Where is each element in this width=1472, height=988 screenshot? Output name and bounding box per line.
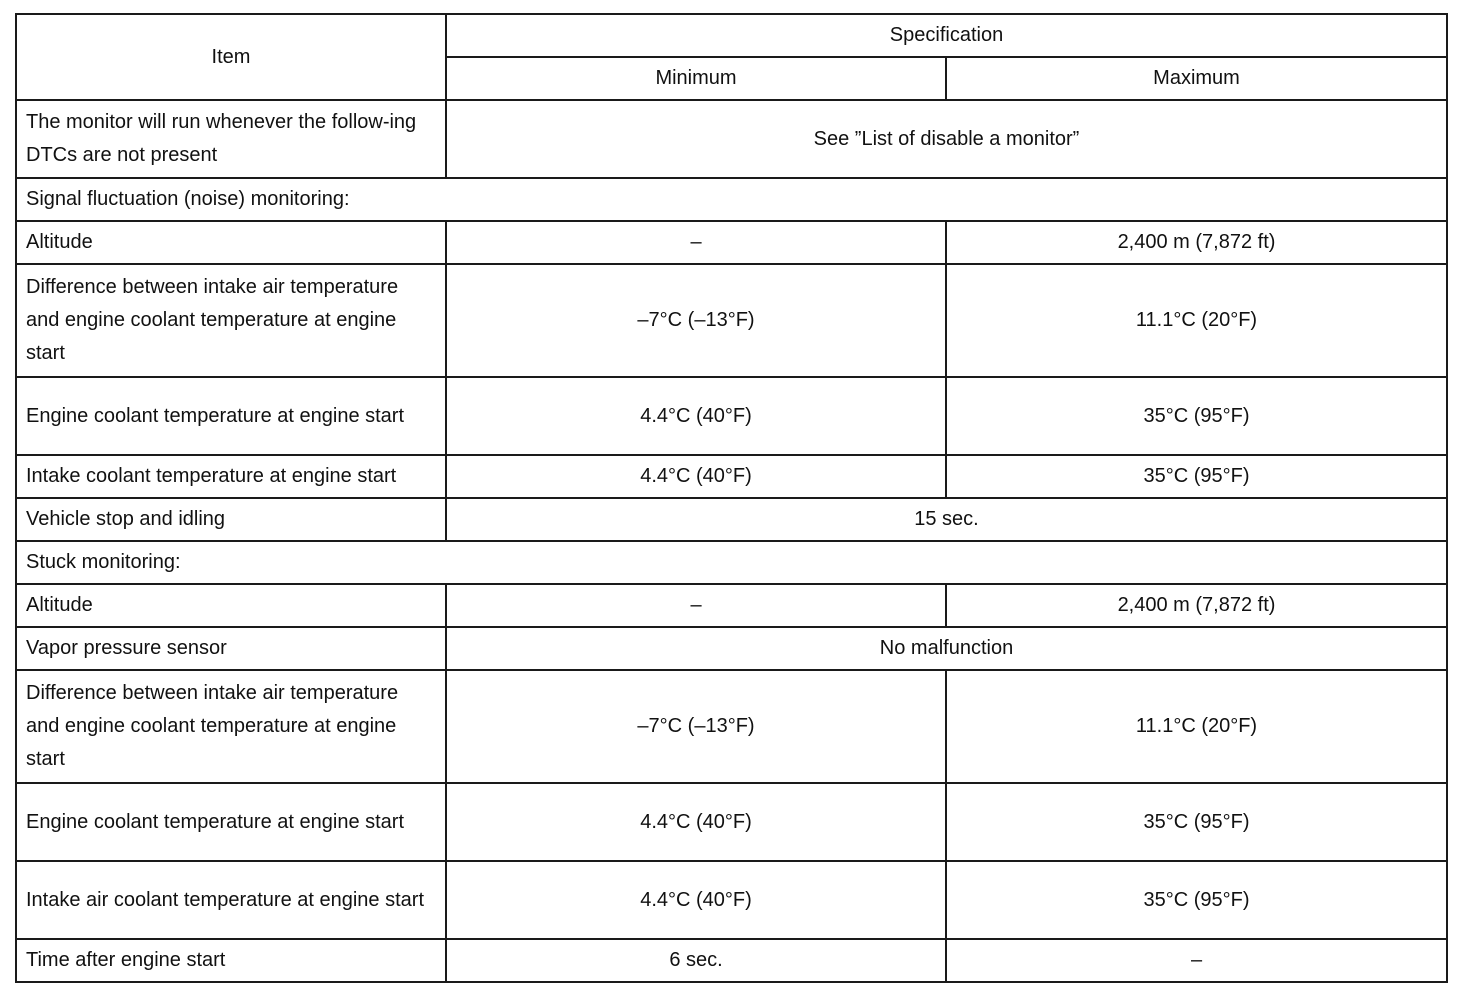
row-minimum: 4.4°C (40°F) [446, 455, 946, 498]
row-item: Difference between intake air temperature and engine coolant temperature at engine start [16, 264, 446, 377]
row-minimum: 4.4°C (40°F) [446, 783, 946, 861]
row-maximum: 2,400 m (7,872 ft) [946, 221, 1447, 264]
row-item: Time after engine start [16, 939, 446, 982]
row-item: Engine coolant temperature at engine start [16, 377, 446, 455]
row-maximum: 2,400 m (7,872 ft) [946, 584, 1447, 627]
table-row [16, 498, 1447, 541]
table-row [16, 264, 1447, 377]
row-item: Altitude [16, 221, 446, 264]
row-minimum: 4.4°C (40°F) [446, 377, 946, 455]
table-row [16, 783, 1447, 861]
table-row [16, 100, 1447, 178]
row-value: 15 sec. [446, 498, 1447, 541]
header-specification: Specification [446, 14, 1447, 57]
table-row [16, 377, 1447, 455]
row-maximum: 11.1°C (20°F) [946, 670, 1447, 783]
section-row [16, 178, 1447, 221]
row-maximum: – [946, 939, 1447, 982]
row-minimum: –7°C (–13°F) [446, 670, 946, 783]
section-heading-noise: Signal fluctuation (noise) monitoring: [16, 178, 1447, 221]
row-item: Difference between intake air temperature and engine coolant temperature at engine start [16, 670, 446, 783]
row-maximum: 11.1°C (20°F) [946, 264, 1447, 377]
header-item: Item [16, 14, 446, 100]
row-value: See ”List of disable a monitor” [446, 100, 1447, 178]
table-row [16, 861, 1447, 939]
row-minimum: –7°C (–13°F) [446, 264, 946, 377]
row-minimum: – [446, 584, 946, 627]
section-heading-stuck: Stuck monitoring: [16, 541, 1447, 584]
header-maximum: Maximum [946, 57, 1447, 100]
row-item: Engine coolant temperature at engine start [16, 783, 446, 861]
specification-table [15, 13, 1448, 983]
row-item: Intake coolant temperature at engine start [16, 455, 446, 498]
row-maximum: 35°C (95°F) [946, 455, 1447, 498]
table-row [16, 939, 1447, 982]
row-item: Intake air coolant temperature at engine start [16, 861, 446, 939]
row-minimum: – [446, 221, 946, 264]
row-item: The monitor will run whenever the follow-ing DTCs are not present [16, 100, 446, 178]
header-minimum: Minimum [446, 57, 946, 100]
row-item: Altitude [16, 584, 446, 627]
header-row [16, 14, 1447, 57]
row-item: Vehicle stop and idling [16, 498, 446, 541]
table-row [16, 584, 1447, 627]
row-item: Vapor pressure sensor [16, 627, 446, 670]
row-maximum: 35°C (95°F) [946, 783, 1447, 861]
row-maximum: 35°C (95°F) [946, 377, 1447, 455]
section-row [16, 541, 1447, 584]
row-minimum: 6 sec. [446, 939, 946, 982]
table-row [16, 221, 1447, 264]
table-row [16, 670, 1447, 783]
table-row [16, 627, 1447, 670]
row-minimum: 4.4°C (40°F) [446, 861, 946, 939]
row-value: No malfunction [446, 627, 1447, 670]
row-maximum: 35°C (95°F) [946, 861, 1447, 939]
table-row [16, 455, 1447, 498]
